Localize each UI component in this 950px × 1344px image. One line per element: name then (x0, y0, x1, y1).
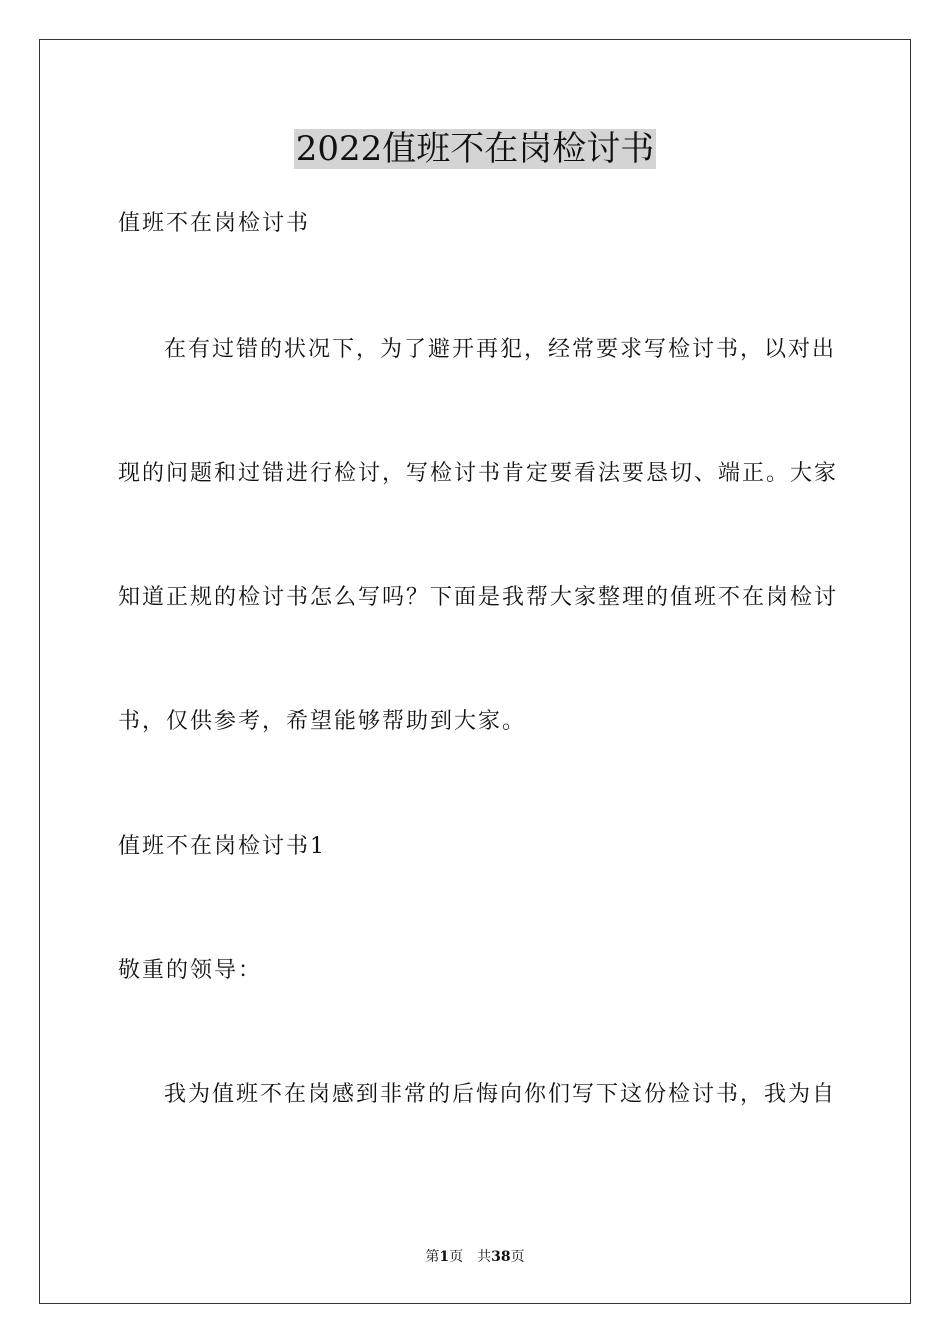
footer-page-suffix: 页 (510, 1249, 525, 1265)
document-title (0, 127, 950, 171)
paragraph-line: 现的问题和过错进行检讨，写检讨书肯定要看法要恳切、端正。大家 (118, 461, 839, 486)
page-footer (0, 1248, 950, 1266)
subtitle-line: 值班不在岗检讨书 (118, 211, 311, 236)
paragraph-line: 我为值班不在岗感到非常的后悔向你们写下这份检讨书，我为自 (164, 1082, 837, 1107)
footer-page-current: 1 (439, 1249, 450, 1265)
paragraph-line: 在有过错的状况下，为了避开再犯，经常要求写检讨书，以对出 (164, 337, 837, 362)
salutation: 敬重的领导： (118, 958, 263, 983)
footer-page-middle: 页 共 (449, 1249, 492, 1265)
paragraph-line: 知道正规的检讨书怎么写吗？下面是我帮大家整理的值班不在岗检讨 (118, 585, 839, 610)
paragraph-line: 书，仅供参考，希望能够帮助到大家。 (118, 709, 527, 734)
footer-page-total: 38 (491, 1249, 511, 1265)
document-title-text: 2022值班不在岗检讨书 (295, 129, 655, 169)
footer-page-prefix: 第 (425, 1249, 440, 1265)
section-heading: 值班不在岗检讨书1 (118, 834, 326, 859)
